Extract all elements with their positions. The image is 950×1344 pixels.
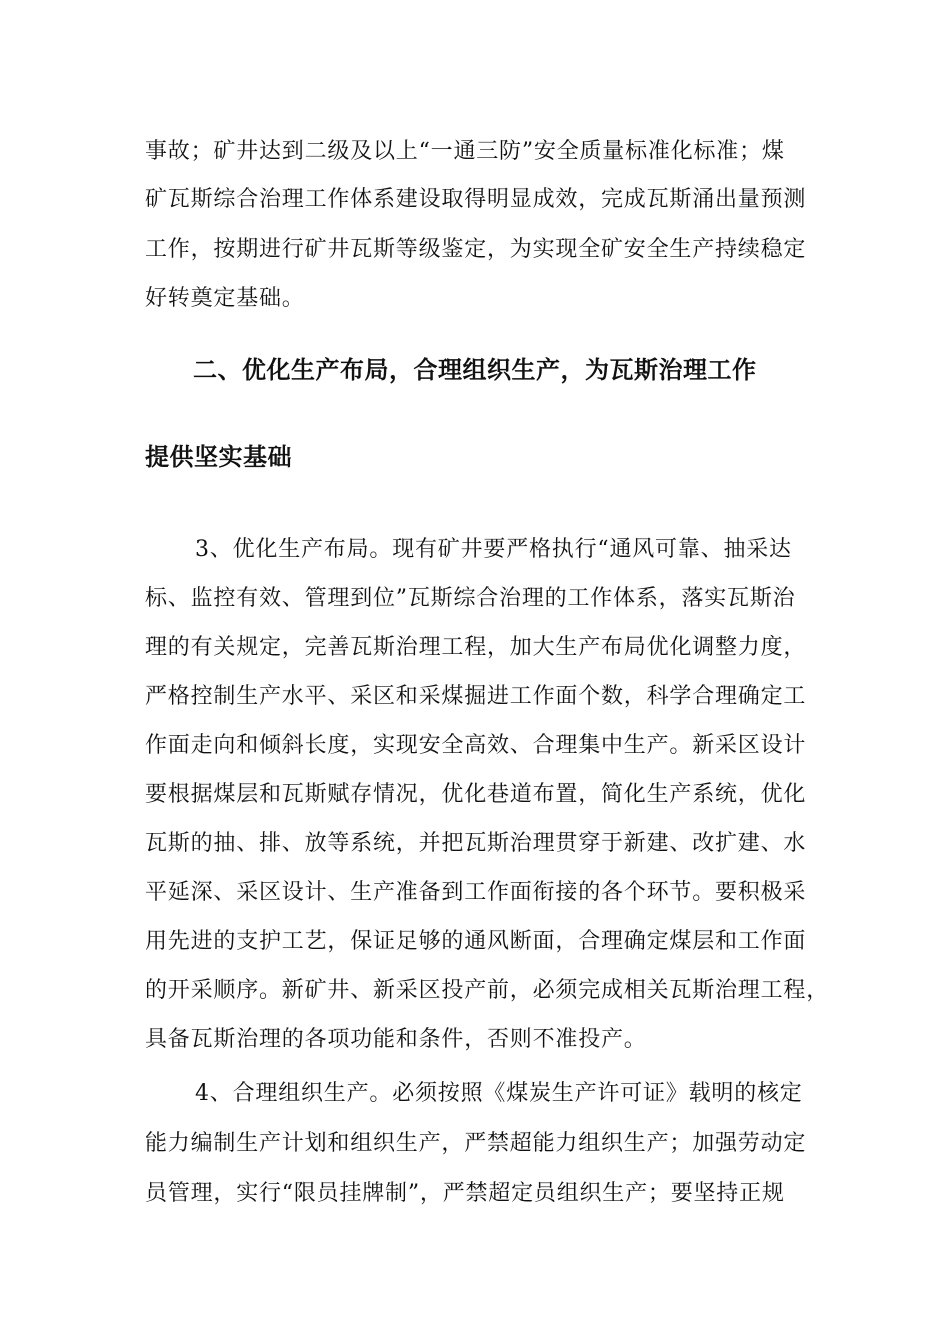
- intro-line-1: 事故；矿井达到二级及以上“一通三防”安全质量标准化标准；煤: [145, 139, 785, 164]
- paragraph-3-line-11: 具备瓦斯治理的各项功能和条件，否则不准投产。: [145, 1027, 647, 1052]
- intro-line-3: 工作，按期进行矿井瓦斯等级鉴定，为实现全矿安全生产持续稳定: [145, 237, 807, 262]
- paragraph-3-line-10: 的开采顺序。新矿井、新采区投产前，必须完成相关瓦斯治理工程，: [145, 978, 830, 1003]
- paragraph-4-line-2: 能力编制生产计划和组织生产，严禁超能力组织生产；加强劳动定: [145, 1131, 807, 1156]
- section-heading-line-1: 二、优化生产布局，合理组织生产，为瓦斯治理工作: [193, 356, 757, 384]
- paragraph-3-line-9: 用先进的支护工艺，保证足够的通风断面，合理确定煤层和工作面: [145, 929, 807, 954]
- paragraph-3-line-6: 要根据煤层和瓦斯赋存情况，优化巷道布置，简化生产系统，优化: [145, 782, 807, 807]
- paragraph-3-line-3: 理的有关规定，完善瓦斯治理工程，加大生产布局优化调整力度，: [145, 635, 807, 660]
- section-heading-line-2: 提供坚实基础: [145, 443, 292, 471]
- paragraph-3-line-1: 3、优化生产布局。现有矿井要严格执行“通风可靠、抽采达: [195, 537, 792, 562]
- intro-line-2: 矿瓦斯综合治理工作体系建设取得明显成效，完成瓦斯涌出量预测: [145, 187, 807, 212]
- paragraph-3-line-8: 平延深、采区设计、生产准备到工作面衔接的各个环节。要积极采: [145, 880, 807, 905]
- paragraph-4-line-3: 员管理，实行“限员挂牌制”，严禁超定员组织生产；要坚持正规: [145, 1181, 785, 1206]
- paragraph-3-line-4: 严格控制生产水平、采区和采煤掘进工作面个数，科学合理确定工: [145, 684, 807, 709]
- paragraph-3-line-7: 瓦斯的抽、排、放等系统，并把瓦斯治理贯穿于新建、改扩建、水: [145, 831, 807, 856]
- paragraph-4-line-1: 4、合理组织生产。必须按照《煤炭生产许可证》载明的核定: [195, 1081, 803, 1106]
- paragraph-3-line-2: 标、监控有效、管理到位”瓦斯综合治理的工作体系，落实瓦斯治: [145, 586, 796, 611]
- paragraph-3-line-5: 作面走向和倾斜长度，实现安全高效、合理集中生产。新采区设计: [145, 733, 807, 758]
- intro-line-4: 好转奠定基础。: [145, 286, 305, 311]
